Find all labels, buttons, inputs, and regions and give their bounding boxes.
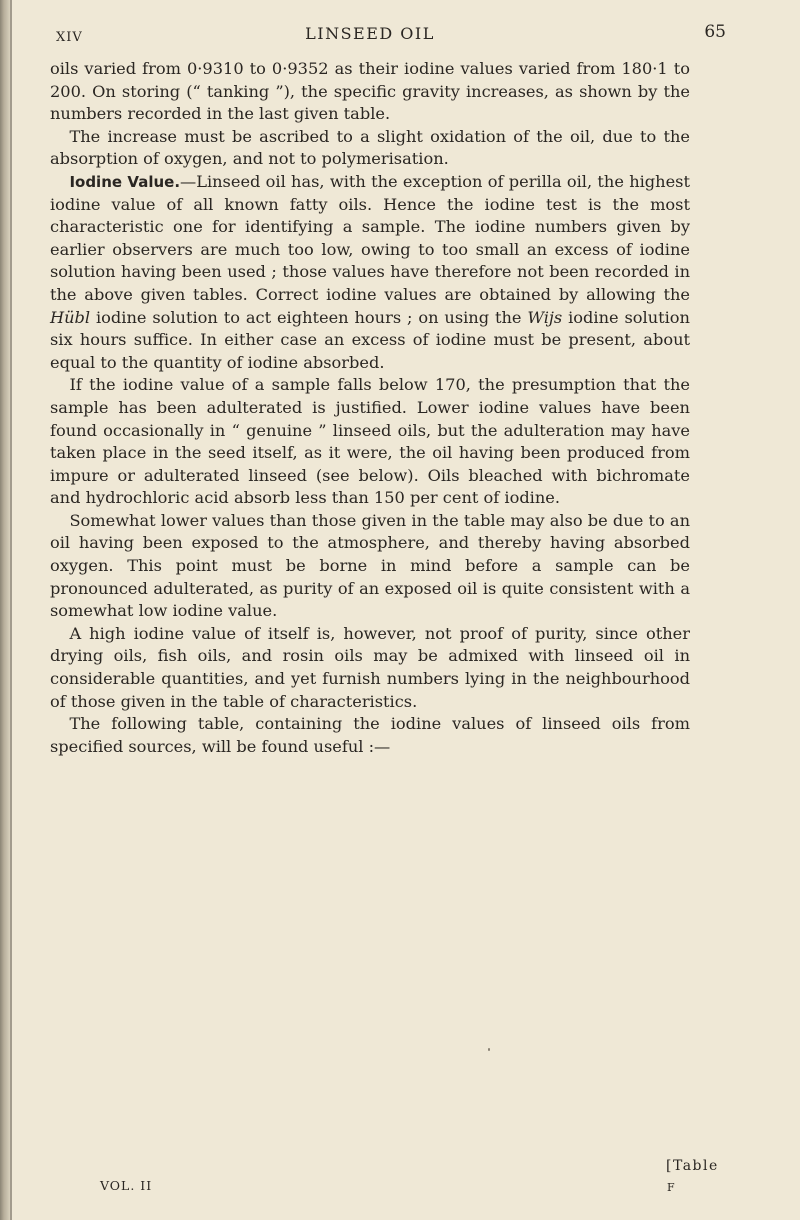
chapter-number: XIV [56,30,83,45]
paragraph-3-text-b: iodine solution to act eighteen hours ; on using the [90,307,528,327]
paragraph-3-text-c: iodine solution six hours suffice. In either case an excess of iodine must be present, about equal to the quantity of iodine absorbed. [50,307,690,372]
paragraph-2: The increase must be ascribed to a slight oxidation of the oil, due to the absorption of oxygen, and not to polymerisation. [50,126,690,169]
wijs-name: Wijs [527,307,563,327]
paragraph-4: If the iodine value of a sample falls below 170, the presumption that the sample has been adulterated is justified. Lower iodine values have been found occasionally in “ genuine ” linseed oils, but the adulteration may have taken place in the seed itself, as it were, the oil having been produced from impure or adulterated linseed (see below). Oils bleached with bichromate and hydrochloric acid absorb less than 150 per cent of iodine. [50,375,690,508]
paragraph-7: The following table, containing the iodine values of linseed oils from specified sources, will be found useful :— [50,714,690,756]
paragraph-3-text-a: —Linseed oil has, with the exception of perilla oil, the highest iodine value of all known fatty oils. Hence the iodine test is the most characteristic one for identifying a sample. The iodine numbers given by earlier observers are much too low, owing to too small an excess of iodine solution having been used ; those values have therefore not been recorded in the above given tables. Correct iodine values are obtained by allowing the [50,171,690,304]
page-header [48,22,726,52]
paper-speck [488,1048,490,1051]
signature-mark: F [667,1181,676,1194]
body-text [50,58,690,758]
page-binding-edge [0,0,10,1220]
running-title: LINSEED OIL [305,24,435,43]
page-number: 65 [704,22,726,42]
binding-shadow-line [10,0,12,1220]
volume-signature: VOL. II [100,1178,153,1193]
paragraph-iodine-value [50,171,690,374]
paragraph-5: Somewhat lower values than those given in the table may also be due to an oil having been exposed to the atmosphere, and thereby having absorbed oxygen. This point must be borne in mind before a sample can be pronounced adulterated, as purity of an exposed oil is quite consistent with a somewhat low iodine value. [50,510,690,621]
paragraph-6: A high iodine value of itself is, however, not proof of purity, since other drying oils, fish oils, and rosin oils may be admixed with linseed oil in considerable quantities, and yet furnish numbers lying in the neighbourhood of those given in the table of characteristics. [50,623,690,711]
paragraph-1: oils varied from 0·9310 to 0·9352 as their iodine values varied from 180·1 to 200. On storing (“ tanking ”), the specific gravity increases, as shown by the numbers recorded in the last given table. [50,59,690,124]
section-heading-iodine-value: Iodine Value. [69,172,181,191]
hubl-name: Hübl [50,307,91,327]
catchword: [Table [666,1158,719,1174]
page-footer [100,1158,740,1203]
